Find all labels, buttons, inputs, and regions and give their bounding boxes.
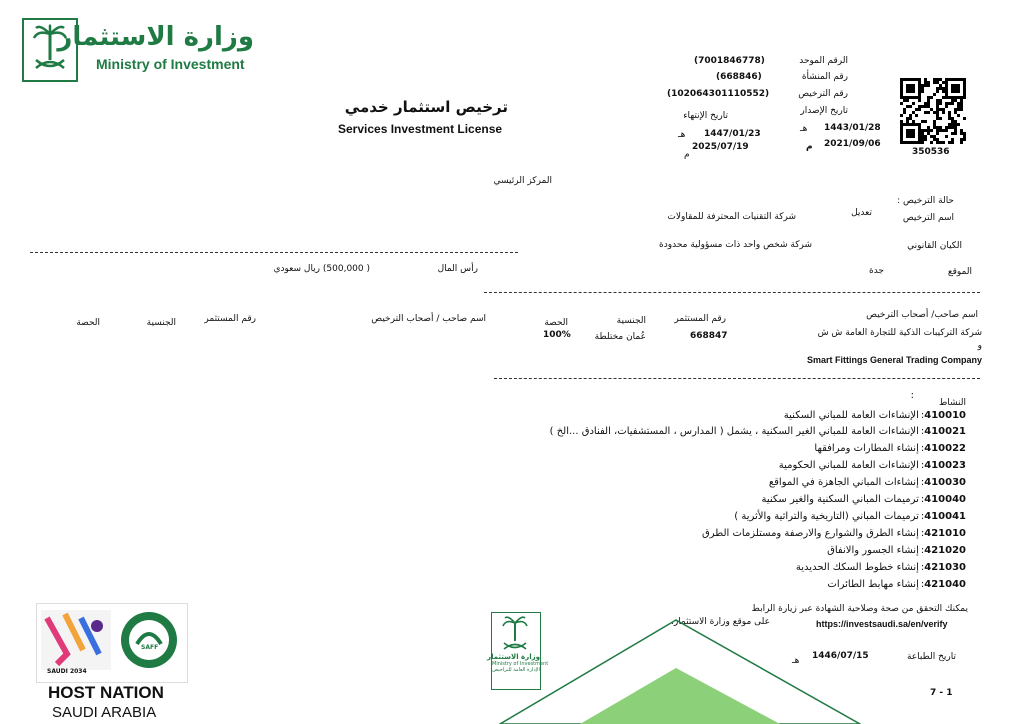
- owner-name-ar-2: و: [977, 341, 982, 351]
- activity-item: 421010:إنشاء الطرق والشوارع والارصفة ومستلزمات الطرق: [702, 528, 966, 539]
- ministry-name-ar: وزارة الاستثمار: [57, 22, 254, 52]
- activity-item: 410021:الإنشاءات العامة للمباني الغير السكنية ، يشمل ( المدارس ، المستشفيات، الفنادق ...الخ ): [549, 426, 966, 437]
- divider-line: [484, 292, 980, 293]
- stamp-text-sub: الإدارة العامة للتراخيص: [492, 667, 540, 673]
- nationality-label-left: الجنسية: [146, 318, 176, 328]
- activity-item: 410041:ترميمات المباني (التاريخية والتراثية والأثرية ): [734, 511, 966, 522]
- activity-item: 421040:إنشاء مهابط الطائرات: [827, 579, 966, 590]
- expiry-greg-suffix: م: [684, 150, 690, 160]
- expiry-hijri-suffix: هـ: [678, 130, 686, 140]
- palm-emblem-icon: [492, 613, 538, 653]
- expiry-date-hijri: 1447/01/23: [704, 129, 761, 139]
- activity-code: 410023: [924, 460, 966, 471]
- activity-text: إنشاء المطارات ومرافقها: [814, 443, 919, 454]
- host-nation-text: HOST NATION: [48, 683, 164, 702]
- divider-line: [30, 252, 518, 253]
- location-value: جدة: [868, 266, 884, 276]
- activity-code: 421040: [924, 579, 966, 590]
- activity-code: 410040: [924, 494, 966, 505]
- issue-greg-suffix: م: [806, 142, 813, 152]
- activity-code: 421010: [924, 528, 966, 539]
- nationality-value: عُمان مختلطة: [594, 332, 646, 342]
- unified-number-label: الرقم الموحد: [799, 56, 848, 66]
- activity-code: 410022: [924, 443, 966, 454]
- activity-code: 410030: [924, 477, 966, 488]
- share-label-right: الحصة: [544, 318, 568, 328]
- qr-number: 350536: [912, 147, 950, 157]
- activity-label: النشاط: [938, 398, 966, 408]
- activity-text: ترميمات المباني السكنية والغير سكنية: [761, 494, 919, 505]
- activity-text: الإنشاءات العامة للمباني السكنية: [783, 410, 919, 421]
- owner-name-en: Smart Fittings General Trading Company: [806, 355, 982, 365]
- activity-code: 421030: [924, 562, 966, 573]
- page-number: 7 - 1: [930, 688, 953, 698]
- activity-item: 410023:الإنشاءات العامة للمباني الحكومية: [778, 460, 966, 471]
- activity-item: 410010:الإنشاءات العامة للمباني السكنية: [783, 410, 966, 421]
- activity-item: 421030:إنشاء خطوط السكك الحديدية: [795, 562, 966, 573]
- activity-text: الإنشاءات العامة للمباني الحكومية: [778, 460, 919, 471]
- expiry-date-greg: 2025/07/19: [692, 142, 749, 152]
- capital-label: رأس المال: [437, 264, 478, 274]
- activity-code: 410010: [924, 410, 966, 421]
- license-number-label: رقم الترخيص: [798, 89, 848, 99]
- share-value: 100%: [543, 330, 571, 340]
- establishment-number-value: (668846): [716, 72, 762, 82]
- activity-text: إنشاء الجسور والانفاق: [827, 545, 919, 556]
- license-name-label: اسم الترخيص: [902, 213, 954, 223]
- investor-number-label-right: رقم المستثمر: [674, 314, 726, 324]
- saudi-arabia-text: SAUDI ARABIA: [52, 704, 157, 721]
- verify-link[interactable]: https://investsaudi.sa/en/verify: [816, 619, 948, 629]
- expiry-date-label: تاريخ الإنتهاء: [683, 111, 728, 121]
- legal-entity-value: شركة شخص واحد ذات مسؤولية محدودة: [659, 240, 812, 250]
- issue-hijri-suffix: هـ: [800, 124, 808, 134]
- stamp-text-en: Ministry of Investment: [492, 661, 549, 667]
- issue-date-greg: 2021/09/06: [824, 139, 881, 149]
- divider-line: [494, 378, 980, 379]
- legal-entity-label: الكيان القانوني: [907, 241, 962, 251]
- share-label-left: الحصة: [76, 318, 100, 328]
- nationality-label-right: الجنسية: [616, 316, 646, 326]
- activity-code: 410041: [924, 511, 966, 522]
- saudi-2034-logo: [36, 603, 188, 683]
- status-label: حالة الترخيص :: [897, 196, 954, 206]
- license-number-value: (102064301110552): [667, 89, 770, 99]
- owner-label-left: اسم صاحب / أصحاب الترخيص: [371, 314, 486, 324]
- main-center-label: المركز الرئيسي: [493, 176, 552, 186]
- activity-code: 410021: [924, 426, 966, 437]
- owner-name-ar: شركة التركيبات الذكية للتجارة العامة ش ش: [817, 328, 982, 338]
- activity-text: إنشاءات المباني الجاهزة في المواقع: [768, 477, 919, 488]
- establishment-number-label: رقم المنشأة: [801, 72, 848, 82]
- capital-value: ( 500,000) ريال سعودي: [273, 264, 370, 274]
- saff-text: SAFF: [141, 644, 159, 651]
- activity-item: 410022:إنشاء المطارات ومرافقها: [814, 443, 966, 454]
- unified-number-value: (7001846778): [694, 56, 765, 66]
- ministry-stamp: [487, 612, 549, 690]
- location-label: الموقع: [947, 267, 972, 277]
- ministry-logo: [22, 18, 254, 84]
- license-title-ar: ترخيص استثمار خدمي: [344, 98, 508, 116]
- investor-number-label-left: رقم المستثمر: [204, 314, 256, 324]
- activity-text: إنشاء خطوط السكك الحديدية: [795, 562, 919, 573]
- issue-date-hijri: 1443/01/28: [824, 123, 881, 133]
- activity-item: 410030:إنشاءات المباني الجاهزة في المواقع: [768, 477, 966, 488]
- investor-number-value: 668847: [690, 331, 728, 341]
- stamp-text-ar: وزارة الاستثمار: [487, 653, 540, 661]
- activity-text: إنشاء مهابط الطائرات: [827, 579, 919, 590]
- qr-code: [900, 78, 966, 144]
- print-date-suffix: هـ: [792, 656, 800, 666]
- activity-text: إنشاء الطرق والشوارع والارصفة ومستلزمات الطرق: [702, 528, 919, 539]
- license-title-en: Services Investment License: [338, 122, 503, 136]
- print-date-value: 1446/07/15: [812, 651, 869, 661]
- license-name-value: شركة التقنيات المحترفة للمقاولات: [667, 212, 796, 222]
- decorative-triangle: [480, 616, 900, 724]
- verify-text-line2: على موقع وزارة الاستثمار.: [670, 617, 770, 627]
- activity-code: 421020: [924, 545, 966, 556]
- activity-colon: :: [910, 390, 914, 401]
- activity-text: الإنشاءات العامة للمباني الغير السكنية ، يشمل ( المدارس ، المستشفيات، الفنادق ...الخ ): [549, 426, 919, 437]
- activity-item: 421020:إنشاء الجسور والانفاق: [827, 545, 966, 556]
- verify-text-line1: يمكنك التحقق من صحة وصلاحية الشهادة عبر زيارة الرابط: [751, 604, 968, 614]
- status-value: تعديل: [851, 208, 872, 218]
- ministry-name-en: Ministry of Investment: [96, 56, 245, 72]
- activity-text: ترميمات المباني (التاريخية والتراثية والأثرية ): [734, 511, 919, 522]
- print-date-label: تاريخ الطباعة: [906, 652, 956, 662]
- issue-date-label: تاريخ الإصدار: [800, 106, 848, 116]
- saudi-2034-text: SAUDI 2034: [47, 668, 87, 675]
- owner-label-right: اسم صاحب/ أصحاب الترخيص: [866, 310, 978, 320]
- activity-item: 410040:ترميمات المباني السكنية والغير سكنية: [761, 494, 966, 505]
